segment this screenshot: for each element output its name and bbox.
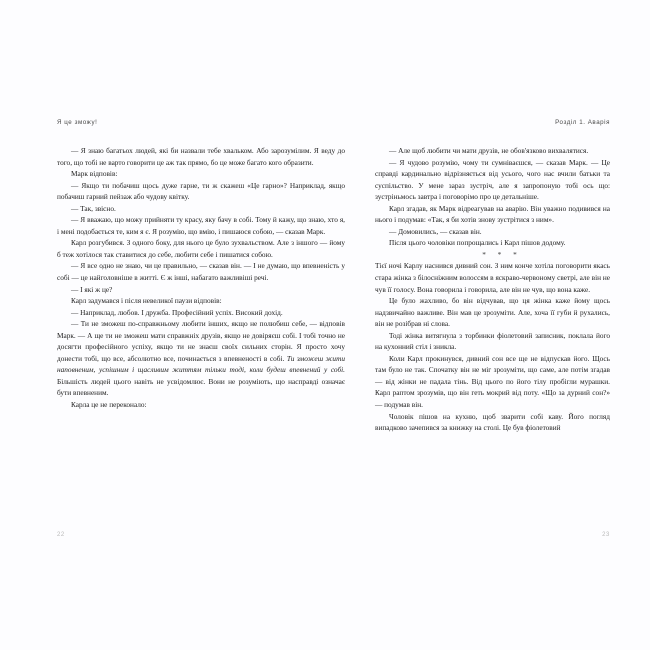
paragraph: — Я чудово розумію, чому ти сумніваєшся, — сказав Марк. — Це справді кардинально відрізняється від усього, чого нас вчили батьки та суспільство. У мене зараз зустріч, але я запропоную тобі ось що: зустріньмось завтра і поговорімо про це детальніше. <box>375 157 610 202</box>
paragraph: Чоловік пішов на кухню, щоб зварити собі каву. Його погляд випадково зачепився за книжку на столі. Це був фіолетовий <box>375 411 610 433</box>
paragraph: Карл задумався і після невеликої паузи відповів: <box>71 296 222 306</box>
paragraph: — Але щоб любити чи мати друзів, не обов'язково вихвалятися. <box>389 146 589 155</box>
paragraph: Після цього чоловіки попрощались і Карл пішов додому. <box>389 238 566 248</box>
right-page-number: 23 <box>602 532 610 538</box>
paragraph: — Я все одно не знаю, чи це правильно, — сказав він. — І не думаю, що впевненість у собі — це найголовніше в житті. Є ж інші, набагато важливіші речі. <box>57 261 345 283</box>
paragraph: Карл згадав, як Марк відреагував на аварію. Він уважно подивився на нього і подумав: «Так, я би хотів знову зустрітися з ним». <box>375 203 610 225</box>
right-page-text-column <box>375 145 610 434</box>
left-running-head: Я це зможу! <box>57 119 98 126</box>
paragraph: — Якщо ти побачиш щось дуже гарне, ти ж скажеш «Це гарно»? Наприклад, якщо побачиш гарний пейзаж або чудову квітку. <box>57 180 345 202</box>
paragraph: Карл розгубився. З одного боку, для нього це було зухвальством. Але з іншого — йому б теж хотілося так ставитися до себе, любити себе і пишатися собою. <box>57 238 345 259</box>
paragraph: Коли Карл прокинувся, дивний сон все ще не відпускав його. Щось там було не так. Спочатку він не міг зрозуміти, що саме, але потім згадав — від жінки не падала тінь. Від цього по його тілу пробігли мурашки. Карл раптом зрозумів, що він геть мокрий від поту. «Що за дурний сон?» — подумав він. <box>375 353 610 410</box>
paragraph: Тоді жінка витягнула з торбинки фіолетовий записник, поклала його на кухонний стіл і зникла. <box>375 330 610 352</box>
section-divider: * * * <box>482 249 522 259</box>
paragraph-text-before: — Ти не зможеш по-справжньому любити інших, якщо не полюбиш себе, — відповів Марк. — А ще ти не зможеш мати справжніх друзів, якщо не довіряєш собі. І тобі точно не досягти професійного успіху, якщо ти не знаєш своїх сильних сторін. Я просто хочу донести тобі, що все, абсолютно все, починається з впевненості в собі. <box>57 319 345 363</box>
left-page-number: 22 <box>57 532 65 538</box>
paragraph-text-italic: Ти зможеш жити наповненим, успішним і щасливим життям тільки тоді, коли будеш впевнений у собі. <box>57 353 345 375</box>
paragraph: — Домовились, — сказав він. <box>389 226 482 236</box>
paragraph: — І які ж це? <box>71 284 113 294</box>
left-page-text-column <box>57 145 345 411</box>
right-page <box>325 0 650 650</box>
paragraph: — Я вважаю, що можу прийняти ту красу, яку бачу в собі. Тому й кажу, що знаю, хто я, і мені подобається те, ким я є. Я розумію, що вмію, і пишаюся собою, — сказав Марк. <box>57 215 345 236</box>
paragraph-text-after: Більшість людей цього навіть не усвідомлює. Вони не розуміють, що насправді означає бути впевненим. <box>57 376 345 398</box>
paragraph: Карла це не переконало: <box>71 400 147 410</box>
paragraph: Марк відповів: <box>71 169 118 179</box>
right-running-head: Розділ 1. Аварія <box>555 119 610 126</box>
paragraph: — Я знаю багатьох людей, які би назвали тебе хвальком. Або зарозумілим. Я веду до того, що тобі не варто говорити це аж так прямо, бо це може багато кого образити. <box>57 146 345 167</box>
paragraph: Тієї ночі Карлу наснився дивний сон. З ним конче хотіла поговорити якась стара жінка з білосніжним волоссям в яскраво-червоному светрі, але він не чув її голосу. Вона говорила і говорила, але він не чув, що вона каже. <box>375 261 610 294</box>
paragraph: Це було жахливо, бо він відчував, що ця жінка каже йому щось надзвичайно важливе. Він мав це зрозуміти. Але, хоча її губи й рухались, він не розібрав ні слова. <box>375 296 610 329</box>
paragraph-with-emphasis <box>57 318 345 399</box>
paragraph: — Наприклад, любов. І дружба. Професійний успіх. Високий дохід. <box>71 307 283 317</box>
paragraph: — Так, звісно. <box>71 203 116 213</box>
